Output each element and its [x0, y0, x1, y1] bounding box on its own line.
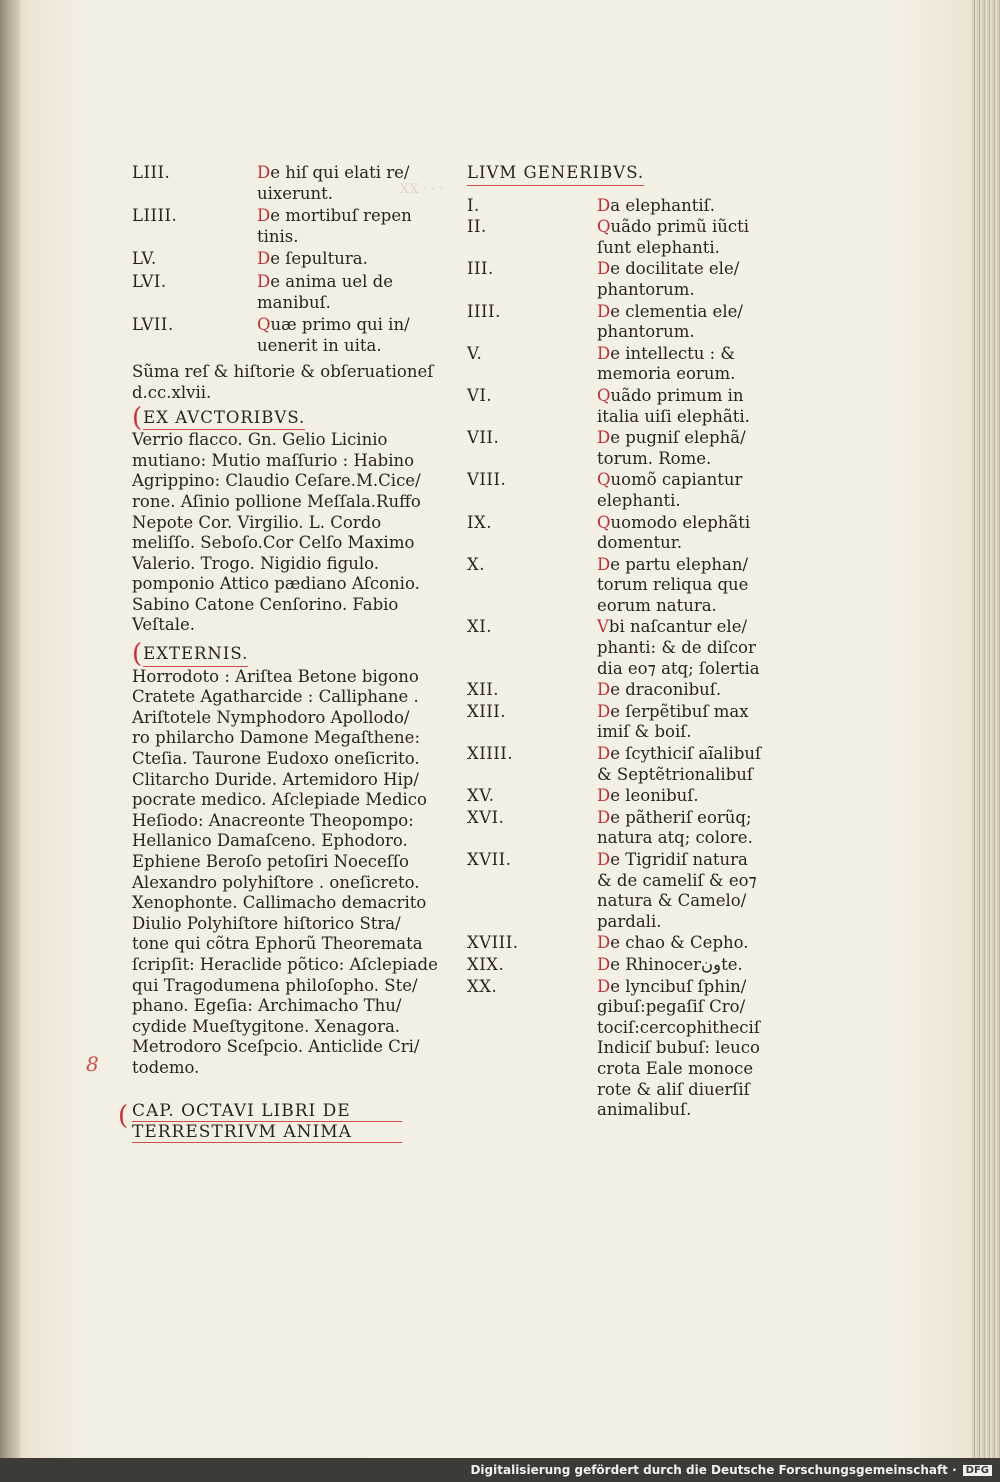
entry-line: natura & Camelo/ [597, 891, 747, 911]
entry-line: uenerit in uita. [257, 335, 382, 355]
digitization-footer [0, 1458, 1000, 1482]
text-line: Alexandro polyhiſtore . oneſicreto. [132, 872, 420, 892]
entry-description [597, 850, 757, 932]
text-line: Nepote Cor. Virgilio. L. Cordo [132, 512, 382, 532]
entry-line: torum. Rome. [597, 448, 712, 468]
entry-line: tinis. [257, 226, 299, 246]
entry-number: XX. [467, 976, 498, 996]
entry-number: IIII. [467, 301, 501, 321]
rubricated-initial: D [597, 976, 611, 996]
entry-description [257, 163, 409, 204]
entry-number: XVIII. [467, 933, 519, 953]
entry-line: Indiciſ bubuſ: leuco [597, 1038, 760, 1058]
entry-description [597, 344, 747, 385]
entry-description [597, 470, 747, 511]
entry-line: Quæ primo qui in/ [257, 315, 410, 335]
entry-number: XVII. [467, 850, 512, 869]
text-line: Ariſtotele Nymphodoro Apollodo/ [132, 707, 410, 727]
entry-line: gibuſ:pegaſiſ Cro/ [597, 997, 746, 1017]
entry-line: Quomõ capiantur [597, 470, 743, 490]
rubricated-initial: D [597, 933, 611, 953]
entry-description [597, 386, 750, 427]
rubricated-initial: D [257, 249, 271, 269]
index-entry [132, 163, 410, 204]
entry-number: IX. [467, 512, 493, 532]
summary-line: Sũma reſ & hiſtorie & obſeruationeſ [132, 362, 434, 382]
entry-number: LIIII. [132, 206, 178, 226]
entry-description [257, 249, 402, 270]
entry-number: LVII. [132, 315, 174, 335]
entry-line: Quomodo elephãti [597, 512, 751, 532]
index-entry [467, 196, 747, 217]
text-line: meliſſo. Seboſo.Cor Celſo Maximo [132, 533, 415, 553]
entry-line: italia uiſi elephãti. [597, 406, 750, 426]
rubricated-initial: D [597, 195, 611, 215]
entry-number: III. [467, 259, 494, 279]
entry-line: phantorum. [597, 279, 695, 299]
entry-number: II. [467, 217, 487, 237]
text-line: ro philarcho Damone Megaſthene: [132, 728, 421, 748]
entry-number: VI. [467, 385, 493, 405]
entry-line: imiſ & boiſ. [597, 722, 692, 742]
entry-line: memoria eorum. [597, 364, 736, 384]
index-entry [467, 786, 747, 807]
entry-line: animalibuſ. [597, 1100, 692, 1120]
text-line: Hellanico Damaſceno. Ephodoro. [132, 831, 408, 851]
page-binding [0, 0, 20, 1458]
entry-line: De intellectu : & [597, 343, 736, 363]
rubricated-initial: Q [597, 217, 611, 237]
entry-line: Quãdo primũ iũcti [597, 217, 750, 237]
entry-line: phanti: & de diſcor [597, 638, 756, 658]
index-entry [467, 555, 747, 617]
text-line: Verrio flacco. Gn. Gelio Licinio [132, 430, 388, 450]
entry-number: V. [467, 343, 483, 363]
entry-line: phantorum. [597, 322, 695, 342]
rubricated-initial: D [257, 163, 271, 182]
entry-line: elephanti. [597, 490, 681, 510]
entry-line: dia eo⁊ atq; ſolertia [597, 658, 760, 678]
index-entry [467, 428, 747, 469]
right-heading-row [467, 163, 747, 186]
show-through-text: XX · · · [400, 182, 444, 197]
right-column [467, 163, 762, 1121]
chapter-heading-line: CAP. OCTAVI LIBRI DE [132, 1101, 402, 1122]
rubricated-initial: D [597, 954, 611, 974]
paragraph-mark-icon: ( [132, 639, 143, 670]
text-line: Xenophonte. Callimacho demacrito [132, 893, 427, 913]
index-entry [467, 470, 747, 511]
auctores-heading: EX AVCTORIBVS. [143, 408, 305, 431]
entry-line: Vbi naſcantur ele/ [597, 617, 748, 637]
entry-description [597, 680, 747, 701]
entry-line: De hiſ qui elati re/ [257, 163, 410, 182]
entry-line: De Tigridiſ natura [597, 850, 748, 869]
index-entry [467, 344, 747, 385]
index-entry [467, 217, 750, 258]
text-line: Heſiodo: Anacreonte Theopompo: [132, 810, 414, 830]
text-line: mutiano: Mutio maſſurio : Habino [132, 450, 415, 470]
entry-line: torum reliqua que [597, 575, 749, 595]
index-entry [132, 249, 402, 270]
rubricated-initial: Q [597, 470, 611, 490]
index-entry [467, 933, 747, 954]
rubricated-initial: Q [597, 385, 611, 405]
index-entry [467, 680, 747, 701]
entry-number: VIII. [467, 470, 507, 490]
entry-description [597, 302, 747, 343]
entry-line: De ſcythiciſ aĩalibuſ [597, 744, 762, 764]
text-line: Metrodoro Sceſpcio. Anticlide Cri/ [132, 1037, 420, 1057]
entry-number: XIIII. [467, 744, 514, 764]
entry-description [597, 513, 750, 554]
rubricated-initial: Q [257, 315, 271, 335]
entry-description [597, 617, 760, 679]
entry-description [597, 702, 749, 743]
index-entry [467, 976, 760, 1121]
index-entry [132, 272, 402, 313]
entry-description [257, 272, 402, 313]
entry-line: domentur. [597, 533, 683, 553]
text-line: Agrippino: Claudio Ceſare.M.Cice/ [132, 471, 421, 491]
entry-line: De ſerpẽtibuſ max [597, 701, 749, 721]
entry-number: I. [467, 195, 480, 215]
entry-number: VII. [467, 428, 500, 448]
entry-description [597, 808, 753, 849]
entry-number: X. [467, 554, 485, 574]
entry-line: De lyncibuſ ſphin/ [597, 976, 747, 996]
text-line: Diulio Polyhiſtore hiſtorico Stra/ [132, 913, 401, 933]
index-entry [467, 744, 762, 785]
entry-line: De mortibuſ repen [257, 206, 412, 226]
entry-line: De pãtheriſ eorũq; [597, 807, 752, 827]
rubricated-initial: D [597, 744, 611, 764]
entry-description [597, 977, 760, 1121]
rubricated-initial: D [597, 680, 611, 700]
entry-line: De chao & Cepho. [597, 933, 749, 953]
index-entry [467, 850, 757, 932]
index-entry [467, 617, 760, 679]
entry-line: De anima uel de [257, 271, 393, 291]
entry-line: & Septẽtrionalibuſ [597, 764, 754, 784]
entry-line: Quãdo primum in [597, 385, 744, 405]
dfg-logo: DFG [963, 1465, 992, 1476]
text-line: cydide Mueſtygitone. Xenagora. [132, 1016, 401, 1036]
index-entry [467, 807, 753, 849]
entry-line: De partu elephan/ [597, 554, 749, 574]
entry-line: uixerunt. [257, 183, 333, 203]
entry-description [597, 955, 747, 976]
text-line: Veſtale. [132, 615, 196, 635]
rubricated-initial: D [597, 850, 611, 869]
entry-description [597, 196, 747, 217]
text-line: todemo. [132, 1057, 200, 1077]
entry-line: De docilitate ele/ [597, 259, 740, 279]
footer-credit: Digitalisierung gefördert durch die Deutsche Forschungsgemeinschaft · [470, 1463, 957, 1477]
entry-number: LIII. [132, 163, 171, 182]
rubricated-initial: D [597, 428, 611, 448]
auctores-heading-row [132, 402, 402, 433]
index-entry [467, 512, 751, 554]
summary-line: d.cc.xlvii. [132, 382, 212, 402]
left-entries-list [132, 163, 412, 356]
index-entry [467, 302, 747, 343]
text-line: rone. Aſinio pollione Meſſala.Ruffo [132, 491, 421, 511]
entry-description [597, 555, 748, 617]
entry-line: tociſ:cercophitheciſ [597, 1017, 760, 1037]
rubricated-initial: D [597, 343, 611, 363]
summary [132, 362, 434, 403]
entry-number: XI. [467, 617, 493, 637]
entry-line: De leonibuſ. [597, 786, 699, 806]
entry-line: ſunt elephanti. [597, 237, 720, 257]
entry-line: Da elephantiſ. [597, 195, 716, 215]
entry-number: XIX. [467, 954, 505, 974]
index-entry [132, 315, 410, 356]
entry-description [257, 206, 412, 247]
text-line: Clitarcho Duride. Artemidoro Hip/ [132, 769, 419, 789]
rubricated-initial: V [597, 617, 609, 637]
rubricated-initial: D [597, 807, 611, 827]
externis-heading-row [132, 639, 402, 670]
text-line: Sabino Catone Cenſorino. Fabio [132, 594, 399, 614]
paragraph-mark-icon: ( [118, 1100, 130, 1131]
entry-line: pardali. [597, 911, 662, 931]
text-line: Ephiene Beroſo petoſiri Noeceſſo [132, 852, 409, 871]
text-line: Valerio. Trogo. Nigidio figulo. [132, 553, 380, 573]
entry-line: crota Eale monoce [597, 1058, 754, 1078]
entry-description [597, 217, 749, 258]
entry-number: XVI. [467, 807, 505, 827]
chapter-heading [118, 1100, 402, 1143]
text-line: ſcripſit: Heraclide põtico: Aſclepiade [132, 954, 438, 974]
entry-line: rote & aliſ diuerſiſ [597, 1079, 750, 1099]
rubricated-initial: D [257, 271, 271, 291]
rubricated-initial: D [597, 701, 611, 721]
entry-line: De clementia ele/ [597, 301, 743, 321]
entry-line: eorum natura. [597, 595, 717, 615]
margin-folio-number: 8 [86, 1052, 99, 1076]
text-line: Cteſia. Taurone Eudoxo oneſicrito. [132, 749, 420, 769]
entry-number: XII. [467, 680, 500, 700]
text-line: Horrodoto : Ariſtea Betone bigono [132, 666, 419, 686]
entry-description [597, 428, 747, 469]
index-entry [467, 385, 750, 427]
right-entries-list [467, 195, 762, 1121]
entry-line: De ſepultura. [257, 249, 368, 269]
auctores-list [132, 430, 421, 636]
externis-list [132, 666, 438, 1079]
rubricated-initial: D [597, 786, 611, 806]
entry-line: De pugniſ elephã/ [597, 428, 746, 448]
right-heading: LIVM GENERIBVS. [467, 163, 644, 186]
page-edges [972, 0, 1000, 1458]
text-line: tone qui cõtra Ephorũ Theoremata [132, 934, 423, 954]
entry-line: & de cameliſ & eo⁊ [597, 870, 757, 890]
entry-number: XV. [467, 786, 495, 806]
text-line: Cratete Agatharcide : Calliphane . [132, 687, 419, 707]
text-line: pocrate medico. Aſclepiade Medico [132, 790, 427, 810]
text-line: pomponio Attico pædiano Aſconio. [132, 574, 420, 594]
rubricated-initial: Q [597, 512, 611, 532]
chapter-heading-line: TERRESTRIVM ANIMA [132, 1122, 402, 1143]
text-line: qui Tragodumena philoſopho. Ste/ [132, 975, 418, 995]
entry-line: manibuſ. [257, 292, 331, 312]
entry-description [597, 786, 747, 807]
entry-line: De draconibuſ. [597, 680, 722, 700]
paragraph-mark-icon: ( [132, 402, 143, 433]
entry-line: natura atq; colore. [597, 828, 753, 848]
entry-number: LVI. [132, 271, 167, 291]
index-entry [467, 259, 747, 300]
index-entry [467, 702, 747, 743]
entry-line: De Rhinocerونte. [597, 954, 743, 974]
rubricated-initial: D [597, 259, 611, 279]
rubricated-initial: D [257, 206, 271, 226]
externis-heading: EXTERNIS. [143, 644, 248, 667]
index-entry [467, 955, 747, 976]
entry-description [597, 744, 761, 785]
rubricated-initial: D [597, 554, 611, 574]
rubricated-initial: D [597, 301, 611, 321]
entry-number: XIII. [467, 701, 507, 721]
text-line: phano. Egeſia: Archimacho Thu/ [132, 996, 402, 1016]
entry-number: LV. [132, 249, 157, 269]
entry-description [597, 933, 749, 954]
entry-description [257, 315, 410, 356]
index-entry [132, 206, 412, 247]
entry-description [597, 259, 747, 300]
